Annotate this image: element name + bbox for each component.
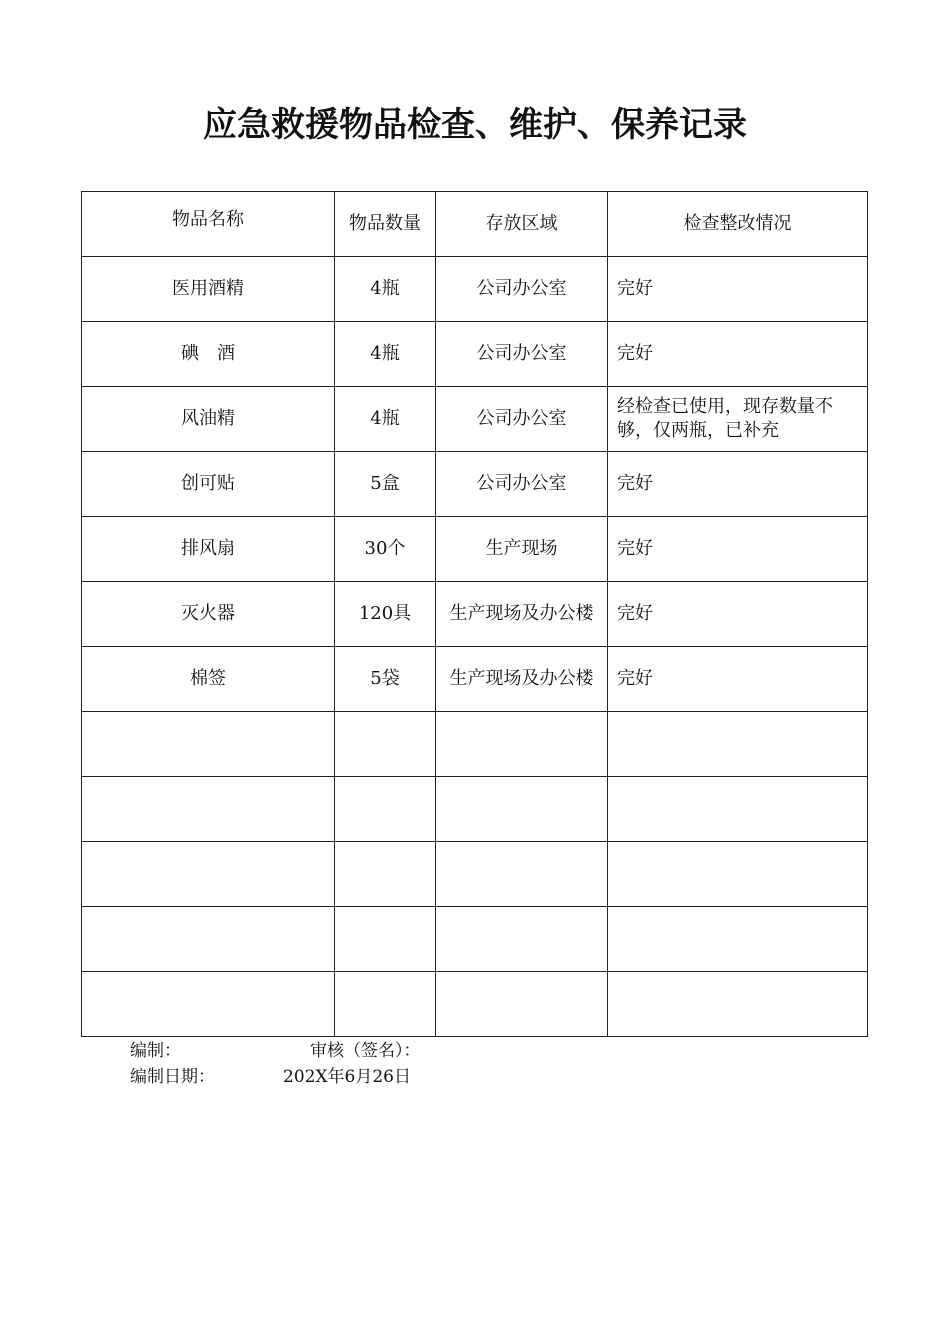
cell-storage-area: 生产现场 xyxy=(436,517,608,582)
empty-cell xyxy=(335,972,436,1037)
table-row xyxy=(82,322,868,387)
table-row xyxy=(82,257,868,322)
header-storage-area: 存放区域 xyxy=(436,192,608,257)
empty-table-row xyxy=(82,842,868,907)
empty-cell xyxy=(82,842,335,907)
cell-storage-area: 公司办公室 xyxy=(436,387,608,452)
cell-inspection-status: 完好 xyxy=(608,257,868,322)
cell-item-name: 医用酒精 xyxy=(82,257,335,322)
page-title: 应急救援物品检查、维护、保养记录 xyxy=(203,105,747,145)
cell-item-name: 棉签 xyxy=(82,647,335,712)
cell-storage-area: 生产现场及办公楼 xyxy=(436,582,608,647)
cell-item-quantity: 30个 xyxy=(335,517,436,582)
footer-signature-line xyxy=(130,1040,421,1062)
cell-item-name: 碘 酒 xyxy=(82,322,335,387)
table-row xyxy=(82,517,868,582)
reviewer-label: 审核（签名）： xyxy=(310,1041,421,1061)
empty-table-row xyxy=(82,712,868,777)
cell-storage-area: 公司办公室 xyxy=(436,257,608,322)
empty-cell xyxy=(335,842,436,907)
empty-cell xyxy=(335,777,436,842)
empty-cell xyxy=(436,712,608,777)
table-row xyxy=(82,452,868,517)
empty-cell xyxy=(436,907,608,972)
cell-item-quantity: 5袋 xyxy=(335,647,436,712)
table-row xyxy=(82,582,868,647)
cell-inspection-status: 完好 xyxy=(608,322,868,387)
cell-item-quantity: 120具 xyxy=(335,582,436,647)
cell-storage-area: 生产现场及办公楼 xyxy=(436,647,608,712)
cell-inspection-status: 完好 xyxy=(608,647,868,712)
empty-cell xyxy=(436,842,608,907)
header-item-name: 物品名称 xyxy=(82,192,335,257)
table-row xyxy=(82,647,868,712)
cell-item-name: 排风扇 xyxy=(82,517,335,582)
cell-inspection-status: 经检查已使用，现存数量不够，仅两瓶，已补充 xyxy=(608,387,868,452)
empty-cell xyxy=(82,712,335,777)
cell-inspection-status: 完好 xyxy=(608,517,868,582)
empty-table-row xyxy=(82,907,868,972)
empty-table-row xyxy=(82,777,868,842)
empty-cell xyxy=(608,842,868,907)
cell-item-quantity: 5盒 xyxy=(335,452,436,517)
cell-storage-area: 公司办公室 xyxy=(436,452,608,517)
inspection-record-table xyxy=(81,191,868,1037)
date-label: 编制日期： xyxy=(130,1067,215,1087)
cell-inspection-status: 完好 xyxy=(608,582,868,647)
empty-cell xyxy=(608,907,868,972)
cell-item-name: 创可贴 xyxy=(82,452,335,517)
cell-inspection-status: 完好 xyxy=(608,452,868,517)
empty-cell xyxy=(608,712,868,777)
cell-item-quantity: 4瓶 xyxy=(335,322,436,387)
cell-storage-area: 公司办公室 xyxy=(436,322,608,387)
date-value: 202X年6月26日 xyxy=(283,1067,411,1087)
footer-date-line xyxy=(130,1066,411,1088)
cell-item-quantity: 4瓶 xyxy=(335,387,436,452)
empty-cell xyxy=(82,907,335,972)
cell-item-name: 风油精 xyxy=(82,387,335,452)
empty-table-row xyxy=(82,972,868,1037)
empty-cell xyxy=(608,777,868,842)
cell-item-quantity: 4瓶 xyxy=(335,257,436,322)
empty-cell xyxy=(436,972,608,1037)
empty-cell xyxy=(335,712,436,777)
empty-cell xyxy=(335,907,436,972)
table-row xyxy=(82,387,868,452)
cell-item-name: 灭火器 xyxy=(82,582,335,647)
empty-cell xyxy=(82,777,335,842)
empty-cell xyxy=(608,972,868,1037)
header-inspection-status: 检查整改情况 xyxy=(608,192,868,257)
compiler-label: 编制： xyxy=(130,1041,181,1061)
header-item-quantity: 物品数量 xyxy=(335,192,436,257)
empty-cell xyxy=(82,972,335,1037)
table-header-row xyxy=(82,192,868,257)
empty-cell xyxy=(436,777,608,842)
